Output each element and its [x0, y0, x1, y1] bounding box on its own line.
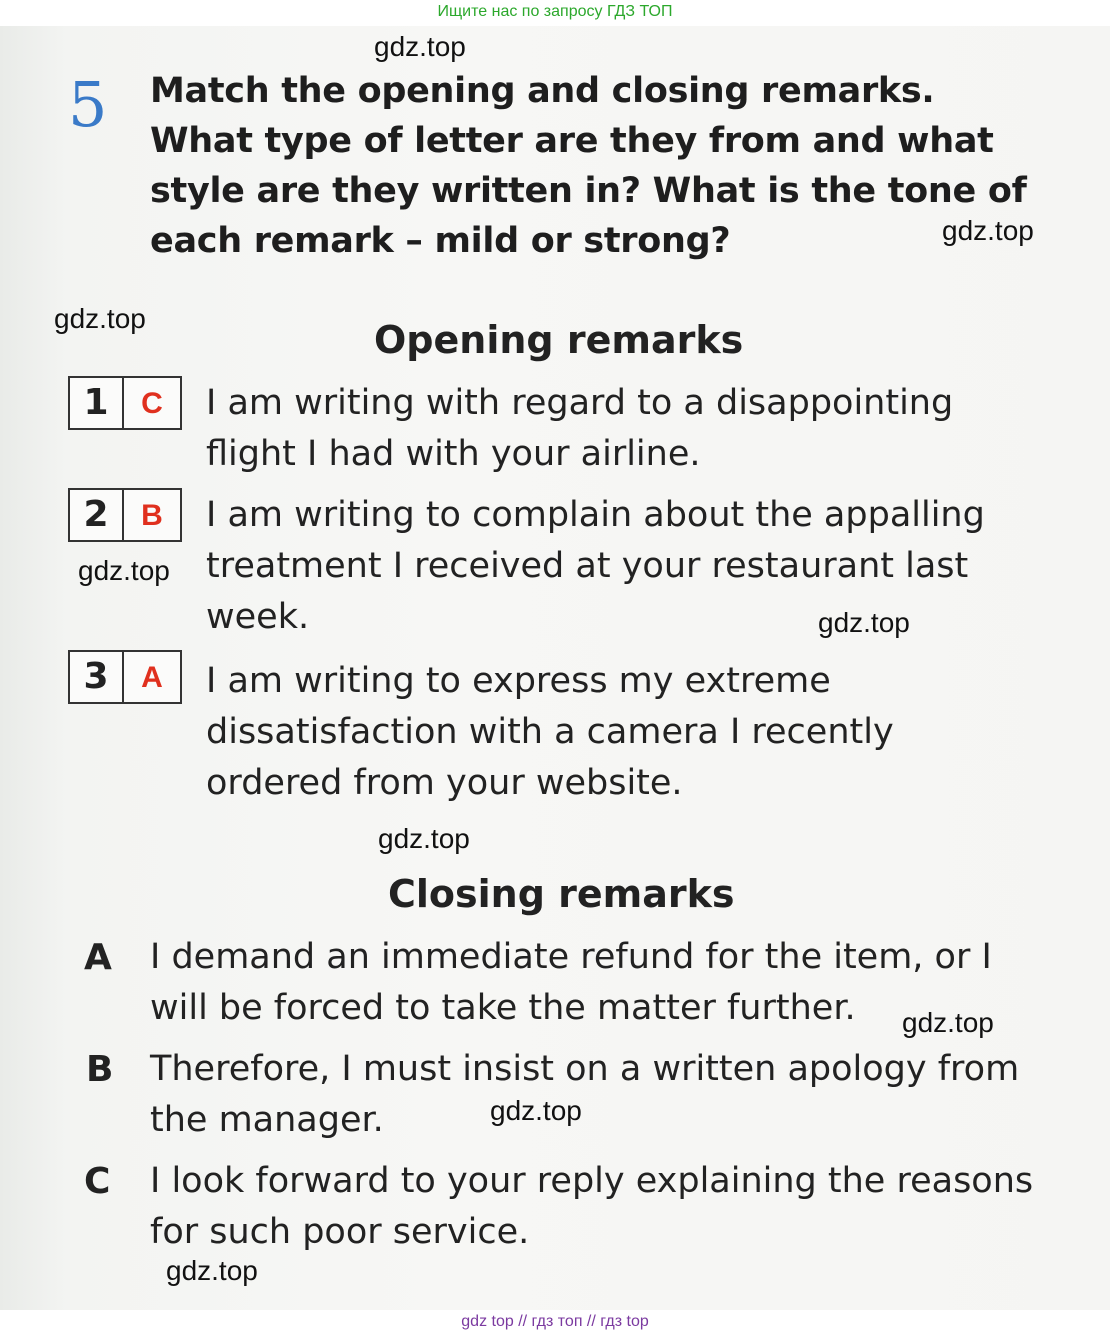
instruction-line: What type of letter are they from and what [150, 121, 994, 161]
instruction-line: Match the opening and closing remarks. [150, 71, 935, 111]
answer-box-1 [68, 376, 182, 430]
answer-letter: A [141, 661, 163, 694]
top-banner[interactable]: Ищите нас по запросу ГДЗ ТОП [0, 0, 1110, 26]
watermark: gdz.top [378, 823, 470, 854]
closing-letter-c: C [84, 1161, 111, 1202]
remark-line: for such poor service. [150, 1212, 530, 1252]
watermark: gdz.top [78, 555, 170, 586]
remark-line: week. [206, 597, 310, 637]
watermark: gdz.top [374, 31, 466, 62]
remark-line: the manager. [150, 1100, 384, 1140]
exercise-number: 5 [68, 68, 108, 141]
closing-remark-c [150, 1156, 1033, 1258]
item-number: 2 [70, 490, 124, 540]
closing-letter-b: B [86, 1049, 114, 1090]
watermark: gdz.top [902, 1007, 994, 1038]
remark-line: I am writing to complain about the appalling [206, 495, 985, 535]
closing-remark-a [150, 932, 992, 1034]
closing-remarks-heading: Closing remarks [388, 872, 735, 916]
remark-line: flight I had with your airline. [206, 434, 701, 474]
watermark: gdz.top [54, 303, 146, 334]
instruction-line: style are they written in? What is the tone of [150, 171, 1027, 211]
item-number: 1 [70, 378, 124, 428]
closing-remark-b [150, 1044, 1019, 1146]
instruction-line: each remark – mild or strong? [150, 221, 731, 261]
answer-box-3 [68, 650, 182, 704]
closing-letter-a: A [84, 937, 112, 978]
remark-line: Therefore, I must insist on a written apology from [150, 1049, 1020, 1089]
remark-line: ordered from your website. [206, 763, 683, 803]
answer-box-2 [68, 488, 182, 542]
remark-line: treatment I received at your restaurant last [206, 546, 969, 586]
item-number: 3 [70, 652, 124, 702]
opening-remark-3 [206, 656, 894, 809]
watermark: gdz.top [490, 1095, 582, 1126]
exercise-instruction [150, 66, 1050, 266]
answer-letter: B [141, 499, 163, 532]
opening-remark-1 [206, 378, 953, 480]
remark-line: dissatisfaction with a camera I recently [206, 712, 894, 752]
watermark: gdz.top [818, 607, 910, 638]
answer-letter: C [141, 387, 163, 420]
bottom-banner[interactable]: gdz top // гдз топ // гдз top [0, 1310, 1110, 1336]
opening-remarks-heading: Opening remarks [374, 318, 744, 362]
watermark: gdz.top [942, 215, 1034, 246]
remark-line: I am writing with regard to a disappointing [206, 383, 954, 423]
remark-line: I demand an immediate refund for the item, or I [150, 937, 992, 977]
remark-line: will be forced to take the matter further. [150, 988, 856, 1028]
remark-line: I am writing to express my extreme [206, 661, 831, 701]
watermark: gdz.top [166, 1255, 258, 1286]
remark-line: I look forward to your reply explaining the reasons [150, 1161, 1034, 1201]
